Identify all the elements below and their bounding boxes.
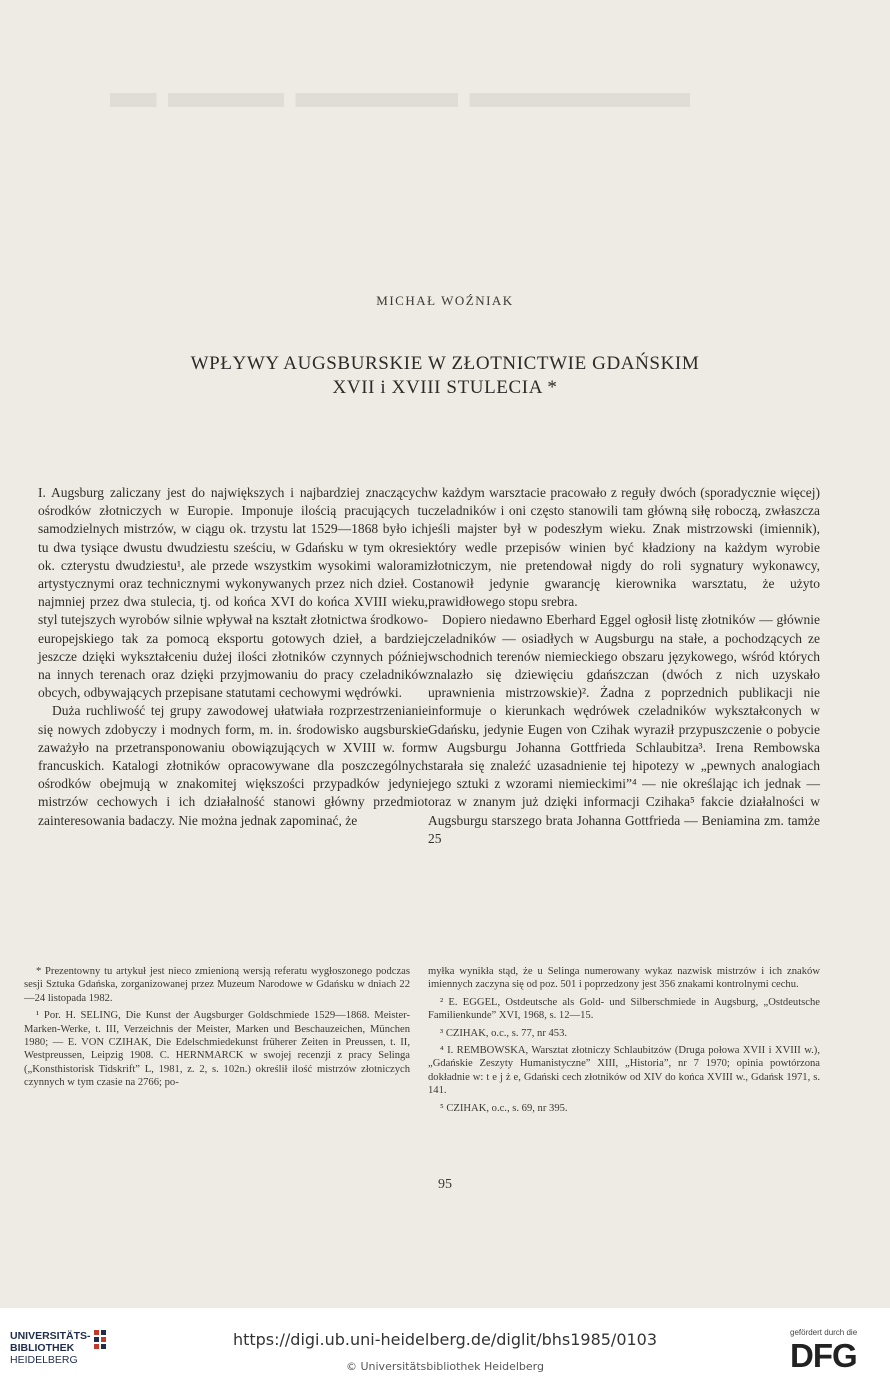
body-column-right (428, 484, 820, 848)
body-column-left (38, 484, 428, 830)
copyright-notice: © Universitätsbibliothek Heidelberg (345, 1360, 544, 1373)
bleed-through-text (110, 93, 690, 107)
footnotes-left (24, 965, 410, 1094)
library-name-line-2: BIBLIOTHEK (10, 1342, 75, 1354)
footnotes-right (428, 965, 820, 1119)
footnote: * Prezentowny tu artykuł jest nieco zmienioną wersją referatu wygłoszonego podczas sesji Sztuka Gdańska, zorganizowanej przez Muzeum Narodowe w Gdańsku w dniach 22—24 listopada 1982. (24, 966, 410, 1004)
article-title (0, 352, 890, 400)
title-line-1: WPŁYWY AUGSBURSKIE W ZŁOTNICTWIE GDAŃSKIM (190, 353, 700, 374)
title-line-2: XVII i XVIII STULECIA * (332, 377, 558, 398)
footnote: myłka wynikła stąd, że u Selinga numerowany wykaz nazwisk mistrzów i ich znaków imiennych zaczyna się od poz. 501 i poprzedzony jest 356 znakami kontrolnymi cechu. (428, 966, 820, 991)
footnote: ² E. EGGEL, Ostdeutsche als Gold- und Silberschmiede in Augsburg, „Ostdeutsche Familienkunde” XVI, 1968, s. 12—15. (428, 996, 820, 1022)
footnote: ⁴ I. REMBOWSKA, Warsztat złotniczy Schlaubitzów (Druga połowa XVII i XVIII w.), „Gdańskie Zeszyty Humanistyczne” XIII, „Historia”, nr 7 1970; opinia powtórzona dokładnie w: t e j ż e, Gdański cech złotników od XIV do końca XVIII w., Gdańsk 1971, s. 141. (428, 1045, 820, 1097)
permalink-url[interactable]: https://digi.ub.uni-heidelberg.de/diglit/bhs1985/0103 (232, 1330, 658, 1349)
paragraph: Duża ruchliwość tej grupy zawodowej ułatwiała rozprzestrzenianie się nowych zdobyczy i modnych form, m. in. środowisko augsburskie zaważyło na przetransponowaniu obowiązujących w XVIII w. form francuskich. Katalogi złotników opracowywane dla poszczególnych ośrodków obejmują w znakomitej większości przypadków jedynie mistrzów cechowych i ich działalność stanowi główny przedmiot zainteresowania badaczy. Nie można jednak zapominać, że (38, 703, 428, 828)
library-name-line-3: HEIDELBERG (10, 1354, 78, 1366)
article-author: MICHAŁ WOŹNIAK (376, 293, 514, 308)
footnote: ¹ Por. H. SELING, Die Kunst der Augsburger Goldschmiede 1529—1868. Meister-Marken-Werke, t. III, Verzeichnis der Meister, Marken und Beschauzeichen, München 1980; — E. VON CZIHAK, Die Edelschmiedekunst früherer Zeiten in Preussen, t. II, Westpreussen, Leipzig 1908. C. HERNMARCK w swojej recenzji z pracy Selinga („Konsthistorisk Tidskrift” L, 1981, z. 2, s. 102n.) określił ilość mistrzów złotniczych czynnych w tym czasie na 2766; po- (24, 1010, 410, 1089)
funded-by-label: gefördert durch die (790, 1328, 858, 1337)
footnote: ⁵ CZIHAK, o.c., s. 69, nr 395. (440, 1102, 568, 1114)
paragraph: I. Augsburg zaliczany jest do największych i najbardziej znaczących ośrodków złotniczych w Europie. Imponuje ilością pracujących tu samodzielnych mistrzów, w ciągu ok. trzystu lat 1529—1868 było ich tu dwa tysiące dwustu dwudziestu sześciu, w Gdańsku w tym okresie ok. czterystu dwudziestu¹, ale przede wszystkim wysokimi walorami artystycznymi oraz technicznymi wykonywanych przez nich dzieł. Co najmniej przez dwa stulecia, tj. od końca XVI do końca XVIII wieku, styl tutejszych wyrobów silnie wpływał na kształt złotnictwa środkowo-europejskiego tak za pomocą eksportu gotowych dzieł, a bardziej jeszcze dzięki wykształceniu dużej ilości złotników czynnych później na innych terenach oraz dzięki przyjmowaniu do pracy czeladników obcych, odbywających przepisane statutami cechowymi wędrówki. (38, 485, 428, 701)
footnote: ³ CZIHAK, o.c., s. 77, nr 453. (440, 1027, 568, 1039)
library-name-line-1: UNIVERSITÄTS- (10, 1330, 91, 1342)
page-number: 95 (438, 1177, 452, 1192)
dfg-logo[interactable]: DFG (790, 1337, 857, 1374)
paragraph: Dopiero niedawno Eberhard Eggel ogłosił listę złotników — głównie czeladników — osiadłych w Augsburgu na stałe, a pochodzących ze wschodnich terenów niemieckiego obszaru językowego, wśród których znalazło się dziewięciu gdańszczan (dwóch z nich uzyskało uprawnienia mistrzowskie)². Żadna z poprzednich publikacji nie informuje o kierunkach wędrówek czeladników wykształconych w Gdańsku, jedynie Eugen von Czihak wyraził przypuszczenie o pobycie w Augsburgu Johanna Gottfrieda Schlaubitza³. Irena Rembowska starała się znaleźć uzasadnienie tej hipotezy w „pewnych analogiach jego sztuki z wzorami niemieckimi”⁴ — nie określając ich jednak — oraz w znanym już dzięki informacji Czihaka⁵ fakcie działalności w Augsburgu starszego brata Johanna Gottfrieda — Beniamina zm. tamże 25 (428, 612, 820, 846)
paragraph: w każdym warsztacie pracowało z reguły dwóch (sporadycznie więcej) czeladników i oni często stanowili tam główną siłę roboczą, zwłaszcza jeśli majster był w podeszłym wieku. Znak mistrzowski (imiennik), który wedle przepisów winien być kładziony na każdym wyrobie złotniczym, nie pretendował nigdy do roli sygnatury wykonawcy, stanowił jedynie gwarancję kierownika warsztatu, że użyto prawidłowego stopu srebra. (428, 485, 820, 610)
